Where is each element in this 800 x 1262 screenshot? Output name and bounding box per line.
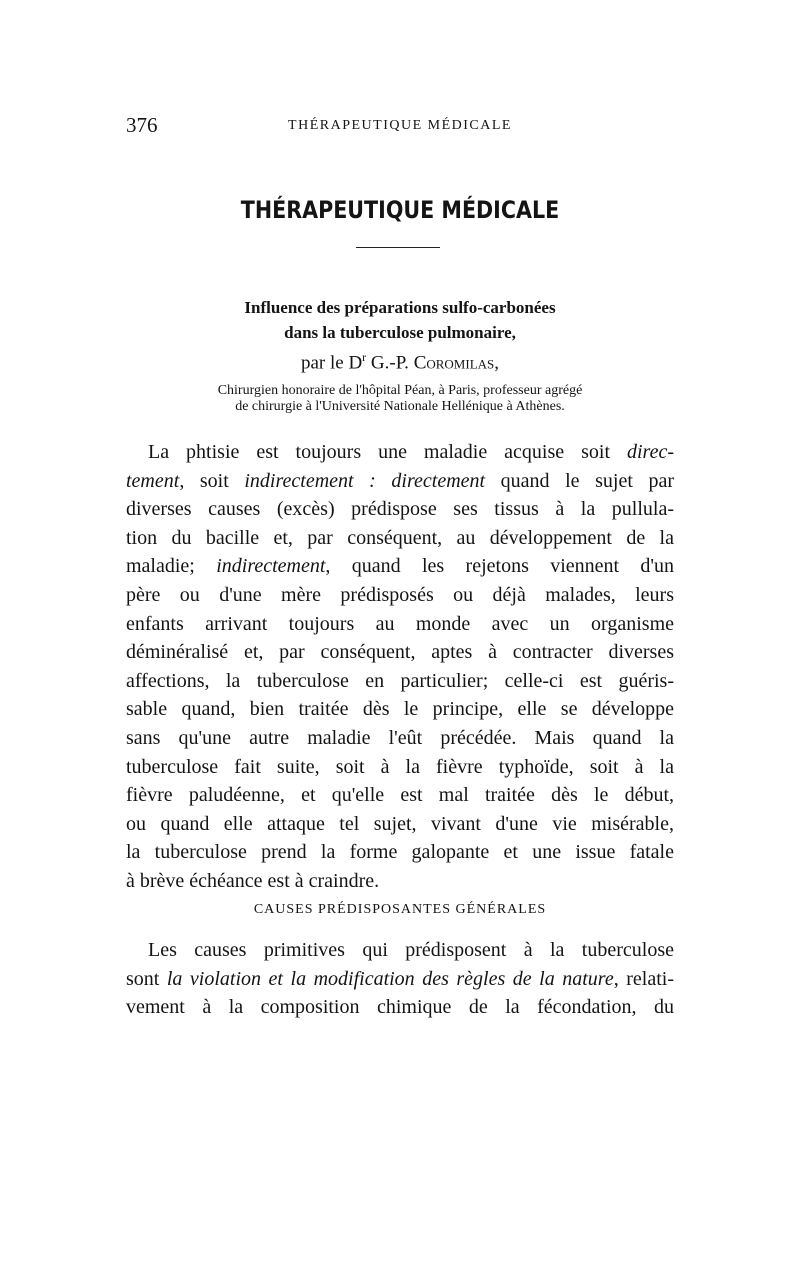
affiliation-line-1: Chirurgien honoraire de l'hôpital Péan, à Paris, professeur agrégé xyxy=(217,383,583,398)
page-number: 376 xyxy=(126,113,158,137)
text-run: maladie; xyxy=(126,555,217,578)
italic-run: tement xyxy=(126,469,180,492)
article-title xyxy=(0,295,800,345)
text-line xyxy=(126,438,674,467)
text-line xyxy=(126,467,674,496)
text-line: fièvre paludéenne, et qu'elle est mal traitée dès le début, xyxy=(126,784,674,807)
italic-run: direc- xyxy=(626,441,674,463)
text-run: , soit xyxy=(179,469,245,492)
author-name: Coromilas, xyxy=(413,352,500,374)
text-line: la tuberculose prend la forme galopante et une issue fatale xyxy=(126,841,674,864)
byline-superscript: r xyxy=(362,350,367,364)
text-line: à brève échéance est à craindre. xyxy=(126,869,380,892)
text-run: , quand les rejetons viennent d'un xyxy=(325,555,675,578)
title-divider xyxy=(356,247,440,248)
text-line: sans qu'une autre maladie l'eût précédée. Mais quand la xyxy=(126,726,674,749)
running-head xyxy=(126,113,674,143)
text-line: enfants arrivant toujours au monde avec un organisme xyxy=(126,612,674,635)
text-line: tuberculose fait suite, soit à la fièvre typhoïde, soit à la xyxy=(126,755,674,778)
text-line: diverses causes (excès) prédispose ses tissus à la pullula- xyxy=(126,498,674,521)
text-line: affections, la tuberculose en particulier; celle-ci est guéris- xyxy=(126,669,674,692)
article-title-line-2: dans la tuberculose pulmonaire, xyxy=(284,323,516,342)
article-title-line-1: Influence des préparations sulfo-carbonées xyxy=(244,298,556,317)
byline-initials: G.-P. xyxy=(366,352,414,374)
affiliation-line-2: de chirurgie à l'Université Nationale Hellénique à Athènes. xyxy=(235,399,565,414)
author-byline xyxy=(0,350,800,374)
section-heading: CAUSES PRÉDISPOSANTES GÉNÉRALES xyxy=(253,902,547,917)
text-line: père ou d'une mère prédisposés ou déjà malades, leurs xyxy=(126,583,674,606)
text-line: sable quand, bien traitée dès le principe, elle se développe xyxy=(126,698,674,721)
text-line: ou quand elle attaque tel sujet, vivant d'une vie misérable, xyxy=(126,812,674,835)
main-title: THÉRAPEUTIQUE MÉDICALE xyxy=(240,196,560,224)
paragraph-1 xyxy=(126,438,674,896)
text-line: vement à la composition chimique de la fécondation, du xyxy=(126,996,674,1019)
italic-run: indirectement xyxy=(216,555,326,578)
italic-run: indirectement : directement xyxy=(244,469,486,492)
text-run: quand le sujet par xyxy=(485,469,675,492)
running-title: THÉRAPEUTIQUE MÉDICALE xyxy=(288,118,512,133)
text-run: , relati- xyxy=(613,967,674,990)
text-line xyxy=(126,965,674,994)
author-affiliation xyxy=(0,383,800,415)
text-line: déminéralisé et, par conséquent, aptes à contracter diverses xyxy=(126,641,674,664)
byline-prefix: par le D xyxy=(300,352,363,374)
text-line: tion du bacille et, par conséquent, au développement de la xyxy=(126,526,674,549)
text-run: La phtisie est toujours une maladie acquise soit xyxy=(148,441,627,463)
italic-run: la violation et la modification des règles de la nature xyxy=(166,967,614,990)
text-line xyxy=(126,552,674,581)
text-run: sont xyxy=(126,967,167,990)
paragraph-2 xyxy=(126,936,674,1022)
text-line: Les causes primitives qui prédisposent à la tuberculose xyxy=(148,939,674,961)
